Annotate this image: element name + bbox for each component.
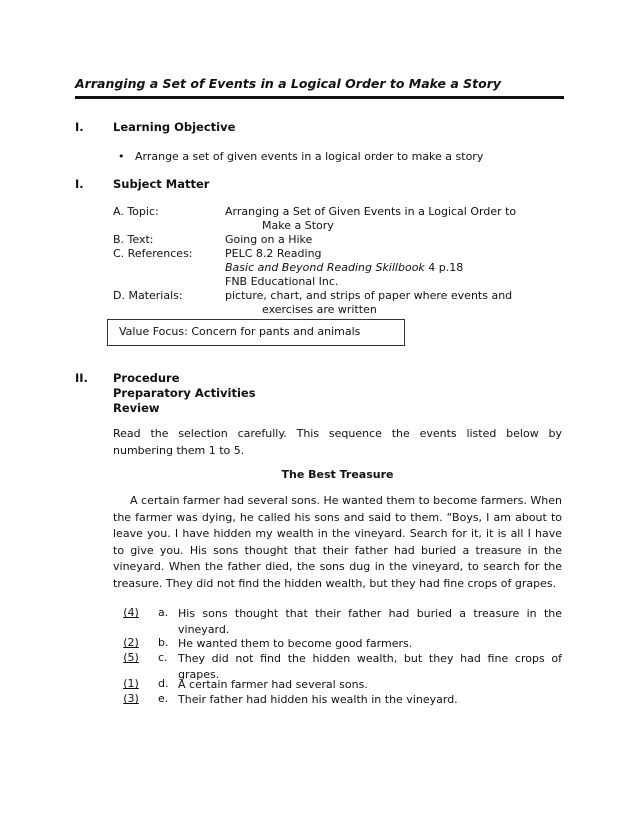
answer-a: (4)	[123, 606, 139, 619]
story-paragraph: A certain farmer had several sons. He wanted them to become farmers. When the farmer was dying, he called his sons and said to them. “Boys, I am about to leave you. I have hidden my wealth in the vineyard. Search for it, it is all I have to give you. His sons thought that their father had buried a treasure in the vineyard. When the father died, the sons dug in the vineyard, to search for the treasure. They did not find the hidden wealth, but they had fine crops of grapes.	[113, 494, 562, 590]
letter-d: d.	[158, 677, 169, 690]
section-numeral-1: I.	[75, 120, 84, 134]
answer-b: (2)	[123, 636, 139, 649]
materials-line1: picture, chart, and strips of paper where events and	[225, 289, 513, 302]
subject-matter-heading: Subject Matter	[113, 177, 210, 191]
references-label: C. References:	[113, 247, 193, 260]
item-a: His sons thought that their father had buried a treasure in the vineyard.	[178, 607, 562, 636]
page-title: Arranging a Set of Events in a Logical Order to Make a Story	[75, 76, 502, 91]
title-rule	[75, 96, 564, 99]
section-numeral-3: II.	[75, 371, 88, 385]
text-label: B. Text:	[113, 233, 154, 246]
topic-label: A. Topic:	[113, 205, 159, 218]
bullet-icon: •	[118, 150, 135, 163]
learning-objective-heading: Learning Objective	[113, 120, 236, 134]
answer-c: (5)	[123, 651, 139, 664]
letter-e: e.	[158, 692, 169, 705]
story-title: The Best Treasure	[281, 468, 394, 481]
preparatory-heading: Preparatory Activities	[113, 386, 256, 400]
topic-line2: Make a Story	[262, 219, 334, 232]
item-e: Their father had hidden his wealth in the vineyard.	[178, 693, 458, 706]
materials-label: D. Materials:	[113, 289, 183, 302]
answer-e: (3)	[123, 692, 139, 705]
text-value: Going on a Hike	[225, 233, 313, 246]
reference-line3: FNB Educational Inc.	[225, 275, 339, 288]
review-heading: Review	[113, 401, 160, 415]
reference-line1: PELC 8.2 Reading	[225, 247, 322, 260]
item-b: He wanted them to become good farmers.	[178, 637, 413, 650]
instructions: Read the selection carefully. This sequence the events listed below by numbering them 1 to 5.	[113, 427, 562, 457]
letter-c: c.	[158, 651, 168, 664]
answer-d: (1)	[123, 677, 139, 690]
value-focus-box	[107, 319, 405, 346]
reference-page: 4 p.18	[424, 261, 464, 274]
materials-line2: exercises are written	[262, 303, 377, 316]
item-d: A certain farmer had several sons.	[178, 678, 368, 691]
objective-text: Arrange a set of given events in a logical order to make a story	[134, 150, 484, 163]
reference-line2	[225, 261, 463, 274]
objective-bullet	[118, 150, 483, 163]
topic-line1: Arranging a Set of Given Events in a Logical Order to	[225, 205, 517, 218]
reference-book: Basic and Beyond Reading Skillbook	[225, 261, 425, 274]
item-c: They did not find the hidden wealth, but they had fine crops of grapes.	[178, 652, 562, 681]
letter-a: a.	[158, 606, 169, 619]
section-numeral-2: I.	[75, 177, 84, 191]
letter-b: b.	[158, 636, 169, 649]
value-focus-text: Value Focus: Concern for pants and animals	[119, 325, 361, 338]
procedure-heading: Procedure	[113, 371, 180, 385]
